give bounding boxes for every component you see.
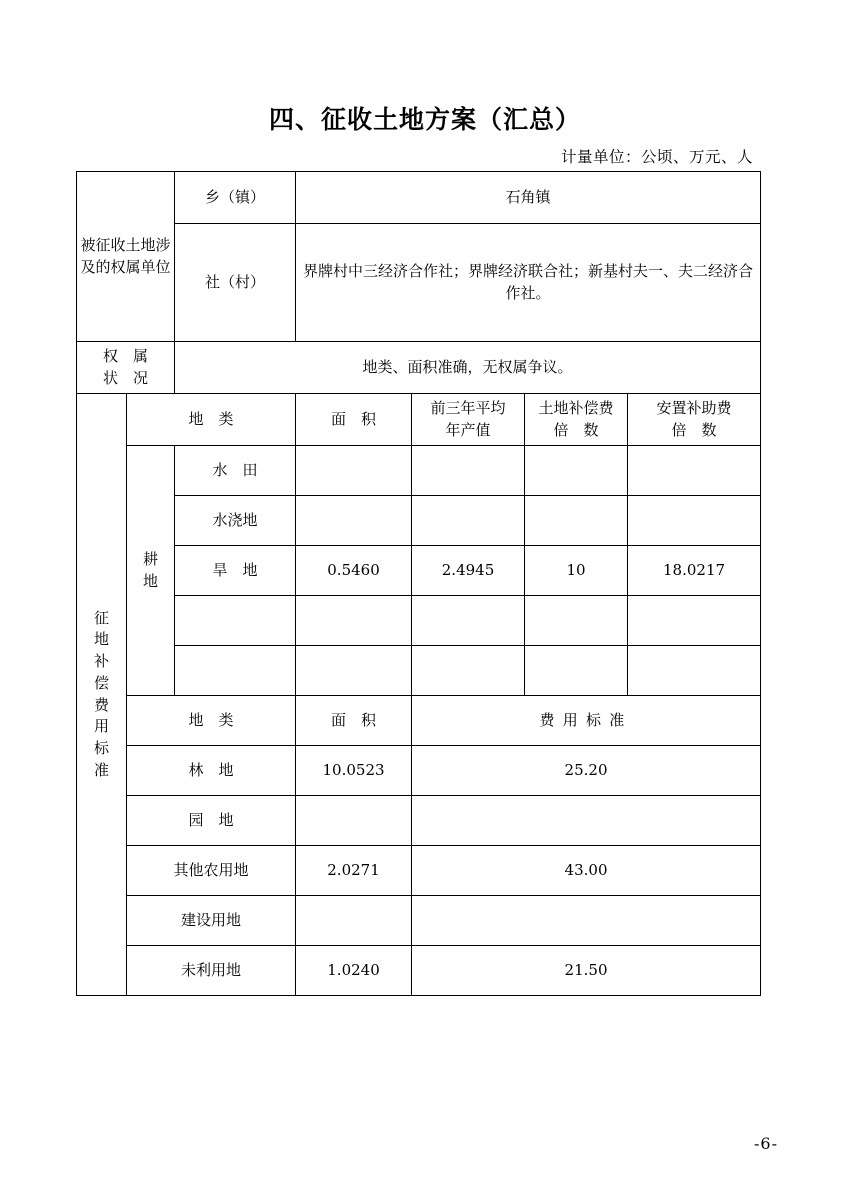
land-comp-multiplier — [525, 646, 628, 696]
land-area — [296, 446, 412, 496]
resettlement-multiplier — [628, 496, 761, 546]
land-type-name: 水浇地 — [175, 496, 296, 546]
header-resettlement-multiplier — [628, 394, 761, 446]
avg-yield — [412, 596, 525, 646]
side-label-char-5: 费 — [93, 695, 109, 714]
avg-yield — [412, 446, 525, 496]
side-label-char-1: 征 — [93, 608, 109, 627]
land-comp-multiplier — [525, 446, 628, 496]
fee-standard-header-row — [77, 696, 761, 746]
header-avg-yield-line1: 前三年平均 — [430, 398, 506, 417]
land-type-name — [175, 646, 296, 696]
village-row — [77, 224, 761, 342]
table-row — [77, 846, 761, 896]
cultivated-label-char-1: 耕 — [143, 549, 159, 568]
header-land-comp-line1: 土地补偿费 — [538, 398, 614, 417]
side-label-char-4: 偿 — [93, 673, 109, 692]
side-label-char-2: 地 — [93, 630, 109, 649]
header-area: 面 积 — [296, 394, 412, 446]
side-label-char-6: 用 — [93, 717, 109, 736]
ownership-status-label-line1: 权 属 — [103, 346, 149, 365]
header-resettle-line2: 倍 数 — [671, 420, 717, 439]
header-land-comp-line2: 倍 数 — [553, 420, 599, 439]
land-type-name: 建设用地 — [127, 896, 296, 946]
ownership-status-row — [77, 342, 761, 394]
header-land-type-2: 地 类 — [127, 696, 296, 746]
township-row — [77, 172, 761, 224]
table-row — [77, 646, 761, 696]
cultivated-land-label — [127, 446, 175, 696]
ownership-status-label — [77, 342, 175, 394]
fee-standard-value — [412, 796, 761, 846]
page-number: -6- — [754, 1134, 778, 1153]
land-comp-multiplier — [525, 496, 628, 546]
header-fee-standard: 费用标准 — [412, 696, 761, 746]
land-type-name: 其他农用地 — [127, 846, 296, 896]
land-area — [296, 596, 412, 646]
village-value: 界牌村中三经济合作社；界牌经济联合社；新基村夫一、夫二经济合作社。 — [296, 224, 761, 342]
table-row — [77, 546, 761, 596]
header-land-type: 地 类 — [127, 394, 296, 446]
land-area — [296, 646, 412, 696]
table-row — [77, 446, 761, 496]
land-comp-multiplier — [525, 596, 628, 646]
land-type-name: 林 地 — [127, 746, 296, 796]
header-avg-yield — [412, 394, 525, 446]
resettlement-multiplier: 18.0217 — [628, 546, 761, 596]
side-label-char-7: 标 — [93, 739, 109, 757]
cultivated-label-char-2: 地 — [143, 571, 159, 590]
village-label: 社（村） — [175, 224, 296, 342]
table-row — [77, 896, 761, 946]
header-resettle-line1: 安置补助费 — [656, 398, 732, 417]
ownership-status-label-line2: 状 况 — [103, 368, 149, 387]
land-area — [296, 496, 412, 546]
land-area: 1.0240 — [296, 946, 412, 996]
ownership-units-label: 被征收土地涉及的权属单位 — [77, 172, 175, 342]
header-area-2: 面 积 — [296, 696, 412, 746]
avg-yield — [412, 496, 525, 546]
land-type-name — [175, 596, 296, 646]
table-row — [77, 796, 761, 846]
fee-standard-value — [412, 896, 761, 946]
fee-standard-value: 43.00 — [412, 846, 761, 896]
table-row — [77, 496, 761, 546]
table-row — [77, 946, 761, 996]
township-value: 石角镇 — [296, 172, 761, 224]
land-type-name: 未利用地 — [127, 946, 296, 996]
land-area: 10.0523 — [296, 746, 412, 796]
land-acquisition-table — [76, 171, 761, 996]
resettlement-multiplier — [628, 646, 761, 696]
avg-yield — [412, 646, 525, 696]
land-area: 0.5460 — [296, 546, 412, 596]
table-row — [77, 746, 761, 796]
avg-yield: 2.4945 — [412, 546, 525, 596]
land-type-name: 旱 地 — [175, 546, 296, 596]
measurement-unit-note: 计量单位：公顷、万元、人 — [560, 148, 753, 166]
land-area: 2.0271 — [296, 846, 412, 896]
land-area — [296, 896, 412, 946]
land-type-name: 水 田 — [175, 446, 296, 496]
land-comp-multiplier: 10 — [525, 546, 628, 596]
land-type-name: 园 地 — [127, 796, 296, 846]
fee-standard-value: 21.50 — [412, 946, 761, 996]
header-land-compensation-multiplier — [525, 394, 628, 446]
header-avg-yield-line2: 年产值 — [445, 420, 491, 439]
fee-standard-value: 25.20 — [412, 746, 761, 796]
table-row — [77, 596, 761, 646]
page-title: 四、征收土地方案（汇总） — [268, 105, 581, 134]
resettlement-multiplier — [628, 596, 761, 646]
compensation-header-row — [77, 394, 761, 446]
land-area — [296, 796, 412, 846]
side-label-char-3: 补 — [93, 652, 109, 670]
side-label-char-8: 准 — [93, 760, 109, 779]
resettlement-multiplier — [628, 446, 761, 496]
ownership-status-value: 地类、面积准确，无权属争议。 — [175, 342, 761, 394]
township-label: 乡（镇） — [175, 172, 296, 224]
compensation-side-label — [77, 394, 127, 996]
